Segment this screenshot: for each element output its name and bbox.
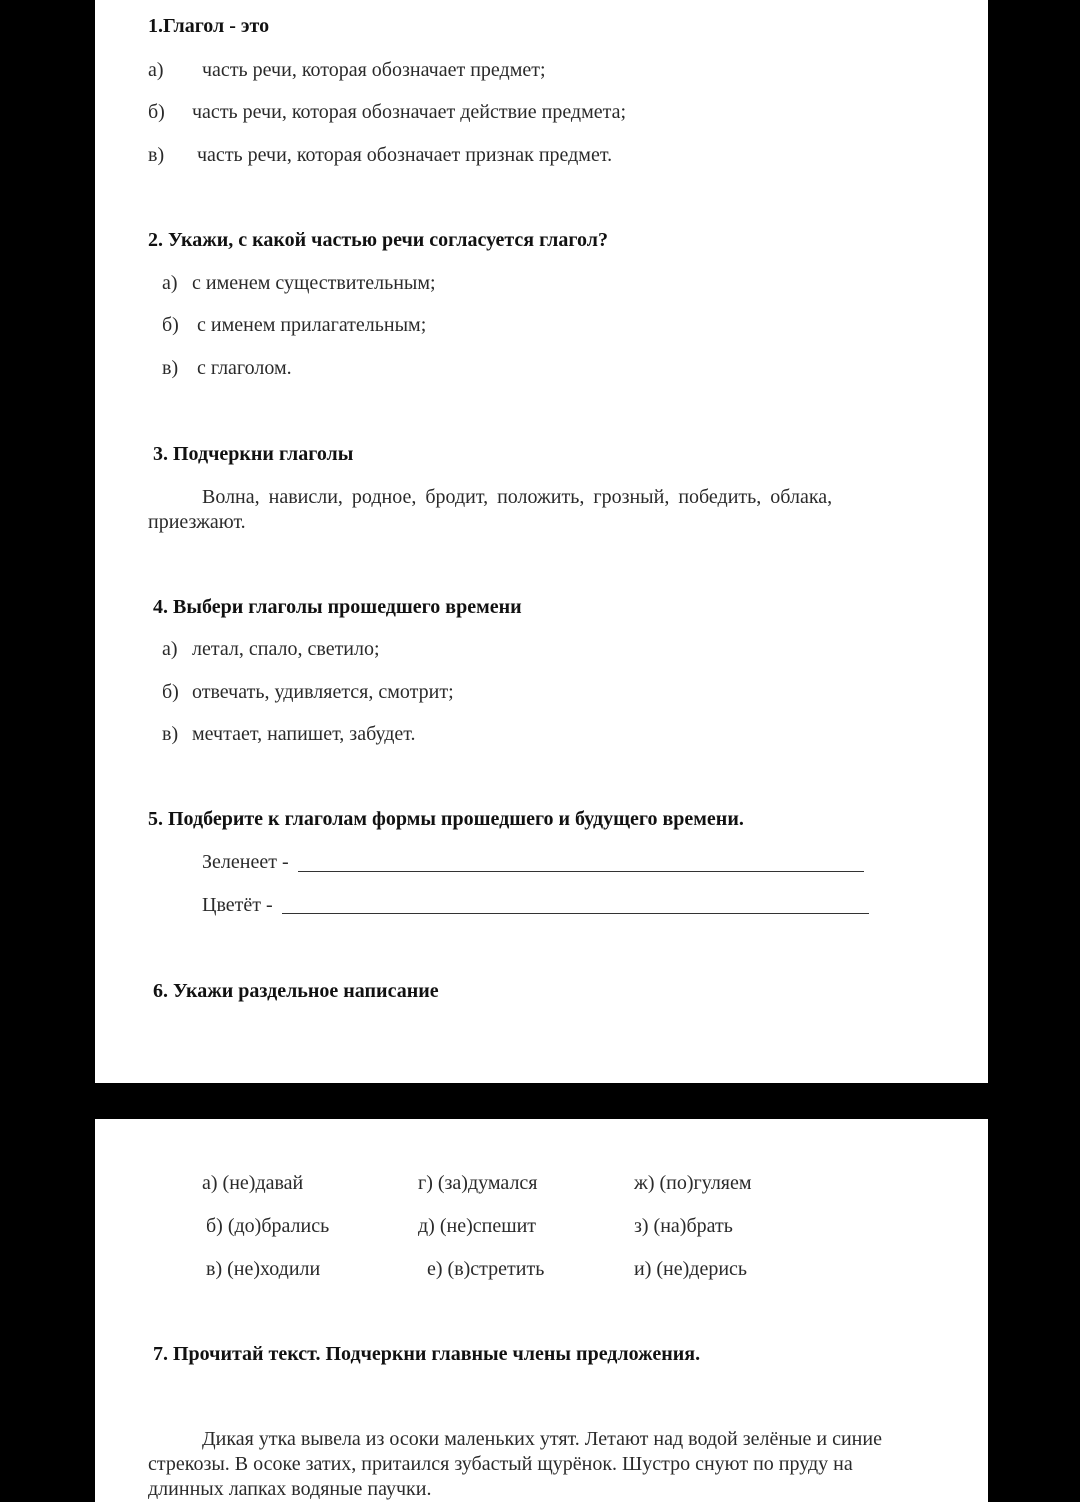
question-6-title: 6. Укажи раздельное написание: [153, 980, 439, 1002]
q1-option-c: часть речи, которая обозначает признак предмет.: [197, 144, 613, 166]
q2-option-a: с именем существительным;: [192, 272, 436, 294]
q1-option-c-letter: в): [148, 144, 165, 166]
q6-option: и) (не)дерись: [634, 1258, 748, 1280]
question-2-title: 2. Укажи, с какой частью речи согласуется глагол?: [148, 229, 608, 251]
question-3-title: 3. Подчеркни глаголы: [153, 443, 354, 465]
q6-option: з) (на)брать: [634, 1215, 733, 1237]
q5-item-2: Цветёт -: [202, 894, 273, 916]
q2-option-c: с глаголом.: [197, 357, 292, 379]
question-5-title: 5. Подберите к глаголам формы прошедшего и будущего времени.: [148, 808, 744, 830]
q6-option: д) (не)спешит: [418, 1215, 537, 1237]
q2-option-a-letter: а): [162, 272, 178, 294]
q6-option: е) (в)стретить: [427, 1258, 545, 1280]
question-7-title: 7. Прочитай текст. Подчеркни главные члены предложения.: [153, 1343, 701, 1365]
q6-option: в) (не)ходили: [206, 1258, 321, 1280]
q4-option-b-letter: б): [162, 681, 179, 703]
q5-answer-line-2[interactable]: [282, 913, 869, 914]
q7-text-line-2: стрекозы. В осоке затих, притаился зубастый щурёнок. Шустро снуют по пруду на: [148, 1453, 853, 1475]
q4-option-c: мечтает, напишет, забудет.: [192, 723, 416, 745]
question-4-title: 4. Выбери глаголы прошедшего времени: [153, 596, 522, 618]
q2-option-b: с именем прилагательным;: [197, 314, 427, 336]
q4-option-a-letter: а): [162, 638, 178, 660]
q1-option-a: часть речи, которая обозначает предмет;: [202, 59, 546, 81]
worksheet-page-1: [95, 0, 988, 1083]
q6-option: а) (не)давай: [202, 1172, 304, 1194]
q6-option: б) (до)брались: [206, 1215, 330, 1237]
q6-option: ж) (по)гуляем: [634, 1172, 752, 1194]
q7-text-line-3: длинных лапках водяные паучки.: [148, 1478, 432, 1500]
question-1-title: 1.Глагол - это: [148, 15, 270, 37]
q4-option-b: отвечать, удивляется, смотрит;: [192, 681, 454, 703]
worksheet-page-2: [95, 1119, 988, 1502]
q5-answer-line-1[interactable]: [298, 871, 864, 872]
q3-word-list-continued: приезжают.: [148, 511, 246, 533]
q5-item-1: Зеленеет -: [202, 851, 289, 873]
q4-option-a: летал, спало, светило;: [192, 638, 380, 660]
q1-option-b: часть речи, которая обозначает действие предмета;: [192, 101, 627, 123]
q2-option-b-letter: б): [162, 314, 179, 336]
q4-option-c-letter: в): [162, 723, 179, 745]
q6-option: г) (за)думался: [418, 1172, 538, 1194]
q2-option-c-letter: в): [162, 357, 179, 379]
q1-option-a-letter: а): [148, 59, 164, 81]
q3-word-list: Волна, нависли, родное, бродит, положить, грозный, победить, облака,: [202, 486, 833, 508]
q7-text-line-1: Дикая утка вывела из осоки маленьких утят. Летают над водой зелёные и синие: [202, 1428, 882, 1450]
q1-option-b-letter: б): [148, 101, 165, 123]
